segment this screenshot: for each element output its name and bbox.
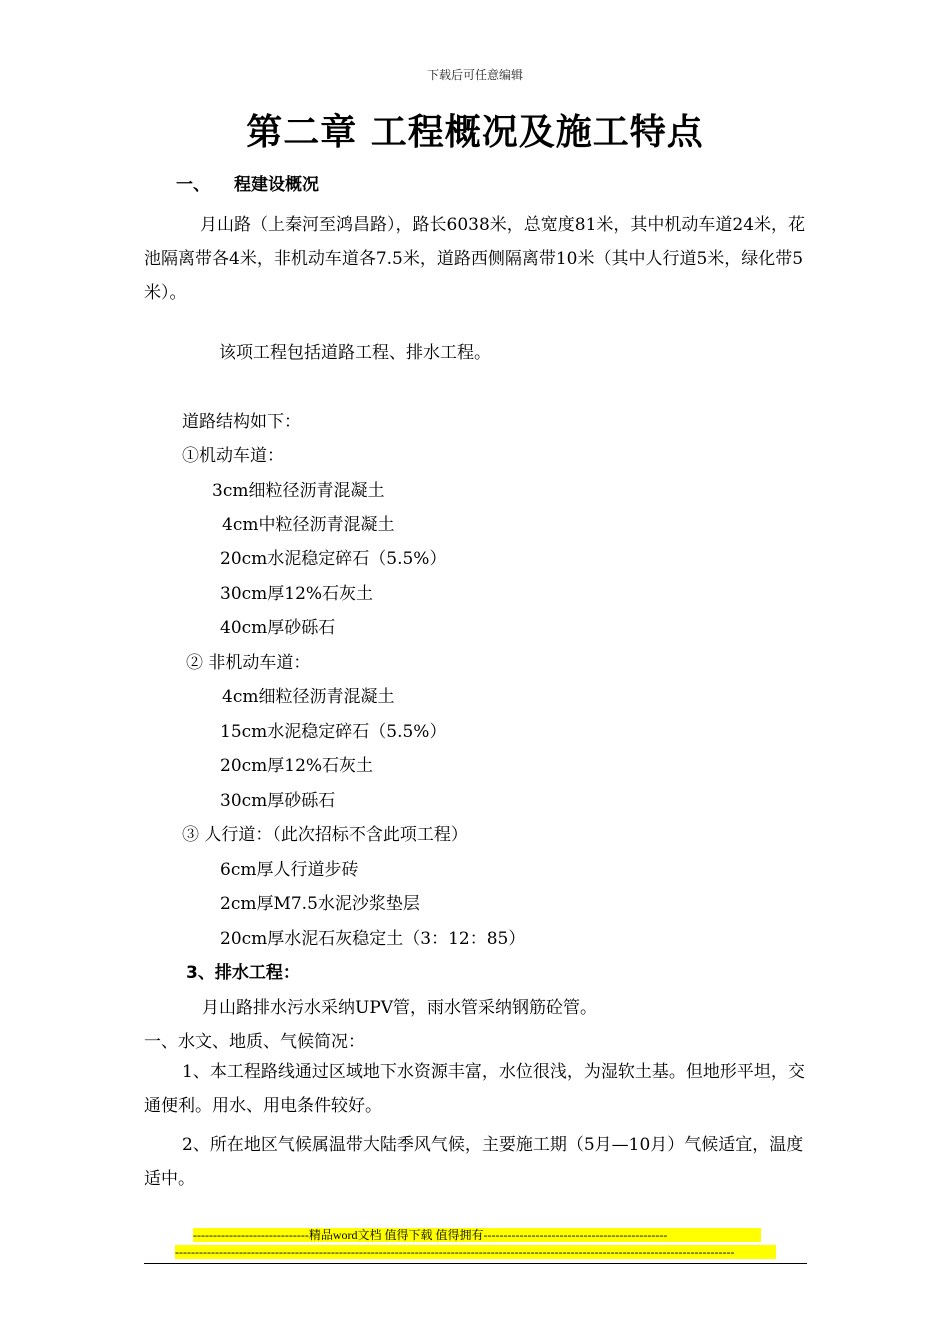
sidewalk-layer: 20cm厚水泥石灰稳定土（3：12：85）	[220, 929, 526, 949]
drainage-heading: 3、排水工程：	[186, 963, 300, 983]
motor-lane-label: ①机动车道：	[182, 446, 284, 466]
structure-intro: 道路结构如下：	[182, 412, 301, 432]
chapter-title: 第二章 工程概况及施工特点	[246, 112, 704, 153]
motor-lane-layer: 20cm水泥稳定碎石（5.5%）	[220, 549, 447, 569]
section-number: 一、	[176, 175, 210, 195]
motor-lane-layer: 30cm厚12%石灰土	[220, 584, 374, 604]
non-motor-lane-layer: 30cm厚砂砾石	[220, 791, 336, 811]
scope-line: 该项工程包括道路工程、排水工程。	[219, 343, 491, 363]
footer-line-1: -----------------------------精品word文档 值得下载 值得拥有----------------------------------------------	[193, 1228, 761, 1242]
section-heading-text: 程建设概况	[234, 175, 319, 195]
non-motor-lane-layer: 20cm厚12%石灰土	[220, 756, 374, 776]
hydro-heading: 一、水文、地质、气候简况：	[144, 1032, 365, 1052]
motor-lane-layer: 40cm厚砂砾石	[220, 618, 336, 638]
intro-paragraph: 月山路（上秦河至鸿昌路），路长6038米，总宽度81米，其中机动车道24米，花池隔离带各4米，非机动车道各7.5米，道路西侧隔离带10米（其中人行道5米，绿化带5米）。	[144, 215, 806, 303]
motor-lane-layer: 4cm中粒径沥青混凝土	[222, 515, 395, 535]
sidewalk-label: ③ 人行道：（此次招标不含此项工程）	[182, 825, 468, 845]
hydro-item-2: 2、所在地区气候属温带大陆季风气候，主要施工期（5月—10月）气候适宜，温度适中。	[144, 1135, 804, 1189]
footer-line-2: --------------------------------------------------------------------------------------------------------------------------------------------	[175, 1245, 776, 1259]
sidewalk-layer: 6cm厚人行道步砖	[220, 860, 359, 880]
hydro-item-1: 1、本工程路线通过区域地下水资源丰富，水位很浅，为湿软土基。但地形平坦，交通便利。用水、用电条件较好。	[144, 1062, 805, 1116]
non-motor-lane-layer: 4cm细粒径沥青混凝土	[222, 687, 395, 707]
non-motor-lane-label: ② 非机动车道：	[186, 653, 311, 673]
footer-rule	[144, 1263, 807, 1264]
drainage-text: 月山路排水污水采纳UPV管，雨水管采纳钢筋砼管。	[202, 998, 598, 1018]
section-heading	[176, 170, 319, 195]
header-note: 下载后可任意编辑	[426, 68, 523, 82]
motor-lane-layer: 3cm细粒径沥青混凝土	[212, 481, 385, 501]
non-motor-lane-layer: 15cm水泥稳定碎石（5.5%）	[220, 722, 447, 742]
sidewalk-layer: 2cm厚M7.5水泥沙浆垫层	[220, 894, 420, 914]
